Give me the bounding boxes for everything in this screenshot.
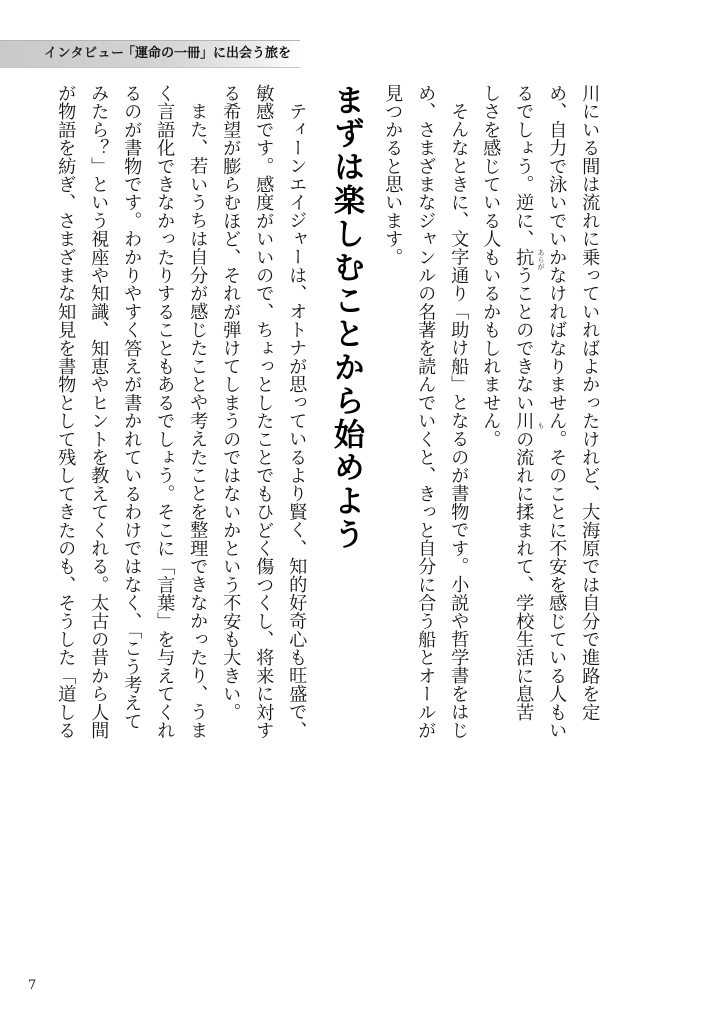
header-category-label: インタビュー — [44, 46, 125, 61]
body-line: また、若いうちは自分が感じたことや考えたことを整理できなかったり、うま — [187, 102, 209, 739]
body-line: 川にいる間は流れに乗っていればよかったけれど、大海原では自分で進路を定 — [579, 84, 601, 721]
body-line: が物語を紡ぎ、さまざまな知見を書物として残してきたのも、そうした「道しる — [55, 84, 77, 740]
body-line: 敏感です。感度がいいので、ちょっとしたことでもひどく傷つくし、将来に対す — [253, 84, 275, 740]
body-line: く言語化できなかったりすることもあるでしょう。そこに「言葉」を与えてくれ — [154, 84, 176, 740]
body-line: め、自力で泳いでいかなければなりません。そのことに不安を感じている人もい — [546, 84, 568, 740]
body-line: るでしょう。逆に、抗うことのできない川の流れに揉まれて、学校生活に息苦 — [513, 84, 535, 721]
section-header-bar — [0, 40, 300, 68]
body-line: るのが書物です。わかりやすく答えが書かれているわけではなく、「こう考えて — [121, 84, 143, 731]
body-line: る希望が膨らむほど、それが弾けてしまうのではないかという不安も大きい。 — [220, 84, 242, 721]
body-line: 見つかると思います。 — [382, 84, 404, 266]
ruby-annotation: あらが — [537, 249, 545, 270]
section-headline: まずは楽しむことから始めよう — [328, 84, 364, 552]
page-number: 7 — [28, 978, 37, 993]
body-line: みたら？」という視座や知識、知恵やヒントを教えてくれる。太古の昔から人間 — [88, 84, 110, 740]
body-line: ティーンエイジャーは、オトナが思っているより賢く、知的好奇心も旺盛で、 — [286, 102, 308, 739]
header-article-title: 「運命の一冊」に出会う旅を — [122, 46, 292, 61]
ruby-annotation: も — [537, 422, 545, 429]
body-line: しさを感じている人もいるかもしれません。 — [480, 84, 502, 448]
body-line: そんなときに、文字通り「助け船」となるのが書物です。小説や哲学書をはじ — [448, 102, 470, 739]
body-line: め、さまざまなジャンルの名著を読んでいくと、きっと自分に合う船とオールが — [415, 84, 437, 740]
